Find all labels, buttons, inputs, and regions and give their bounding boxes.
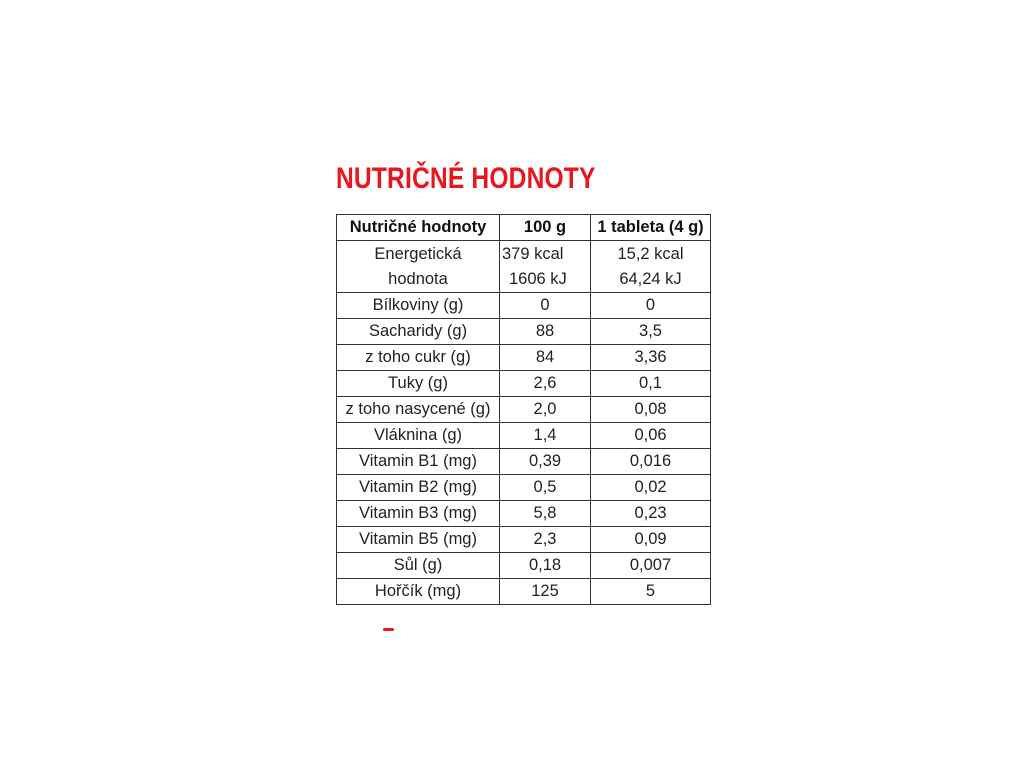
energy-kcal-100g: 379 kcal (502, 244, 564, 263)
header-nutrient: Nutričné hodnoty (337, 215, 500, 241)
nutrient-cell: Vitamin B1 (mg) (337, 449, 500, 475)
energy-label-cell (337, 241, 500, 293)
per-tablet-cell: 0,1 (591, 371, 711, 397)
per-tablet-cell: 3,36 (591, 345, 711, 371)
energy-label-line: hodnota (388, 269, 448, 288)
energy-kj-100g: 1606 kJ (509, 269, 567, 288)
per-100g-cell: 0,18 (500, 553, 591, 579)
cropped-red-fragment (383, 626, 394, 632)
per-tablet-cell: 0 (591, 293, 711, 319)
nutrient-cell: Vláknina (g) (337, 423, 500, 449)
per-tablet-cell: 0,06 (591, 423, 711, 449)
nutrient-cell: z toho nasycené (g) (337, 397, 500, 423)
energy-kj-tablet: 64,24 kJ (619, 269, 682, 288)
table-row (337, 345, 711, 371)
per-100g-cell: 2,0 (500, 397, 591, 423)
page-title: NUTRIČNÉ HODNOTY (336, 162, 596, 195)
nutrient-cell: Sacharidy (g) (337, 319, 500, 345)
nutrition-table (336, 214, 711, 605)
nutrient-cell: Vitamin B5 (mg) (337, 527, 500, 553)
energy-kcal-tablet: 15,2 kcal (617, 244, 684, 263)
table-row (337, 501, 711, 527)
per-100g-cell: 2,3 (500, 527, 591, 553)
per-100g-cell: 0,5 (500, 475, 591, 501)
table-row (337, 371, 711, 397)
per-100g-cell: 125 (500, 579, 591, 605)
table-row (337, 527, 711, 553)
per-100g-cell: 88 (500, 319, 591, 345)
per-100g-cell: 5,8 (500, 501, 591, 527)
per-tablet-cell: 0,02 (591, 475, 711, 501)
per-100g-cell: 1,4 (500, 423, 591, 449)
per-100g-cell: 84 (500, 345, 591, 371)
table-row (337, 319, 711, 345)
per-tablet-cell: 0,016 (591, 449, 711, 475)
per-tablet-cell: 0,09 (591, 527, 711, 553)
per-tablet-cell: 0,007 (591, 553, 711, 579)
nutrient-cell: Bílkoviny (g) (337, 293, 500, 319)
per-100g-cell: 2,6 (500, 371, 591, 397)
header-per-100g: 100 g (500, 215, 591, 241)
table-row (337, 293, 711, 319)
per-100g-cell: 0,39 (500, 449, 591, 475)
table-row (337, 397, 711, 423)
per-tablet-cell: 0,23 (591, 501, 711, 527)
table-row-energy (337, 241, 711, 293)
table-row (337, 423, 711, 449)
energy-per-tablet-cell (591, 241, 711, 293)
energy-label-line: Energetická (374, 244, 462, 263)
table-row (337, 475, 711, 501)
per-tablet-cell: 0,08 (591, 397, 711, 423)
nutrient-cell: z toho cukr (g) (337, 345, 500, 371)
nutrient-cell: Tuky (g) (337, 371, 500, 397)
per-100g-cell: 0 (500, 293, 591, 319)
per-tablet-cell: 5 (591, 579, 711, 605)
nutrient-cell: Sůl (g) (337, 553, 500, 579)
header-per-tablet: 1 tableta (4 g) (591, 215, 711, 241)
energy-per-100g-cell (500, 241, 591, 293)
table-header-row (337, 215, 711, 241)
table-row (337, 579, 711, 605)
nutrient-cell: Hořčík (mg) (337, 579, 500, 605)
table-row (337, 449, 711, 475)
table-row (337, 553, 711, 579)
nutrient-cell: Vitamin B3 (mg) (337, 501, 500, 527)
per-tablet-cell: 3,5 (591, 319, 711, 345)
nutrient-cell: Vitamin B2 (mg) (337, 475, 500, 501)
